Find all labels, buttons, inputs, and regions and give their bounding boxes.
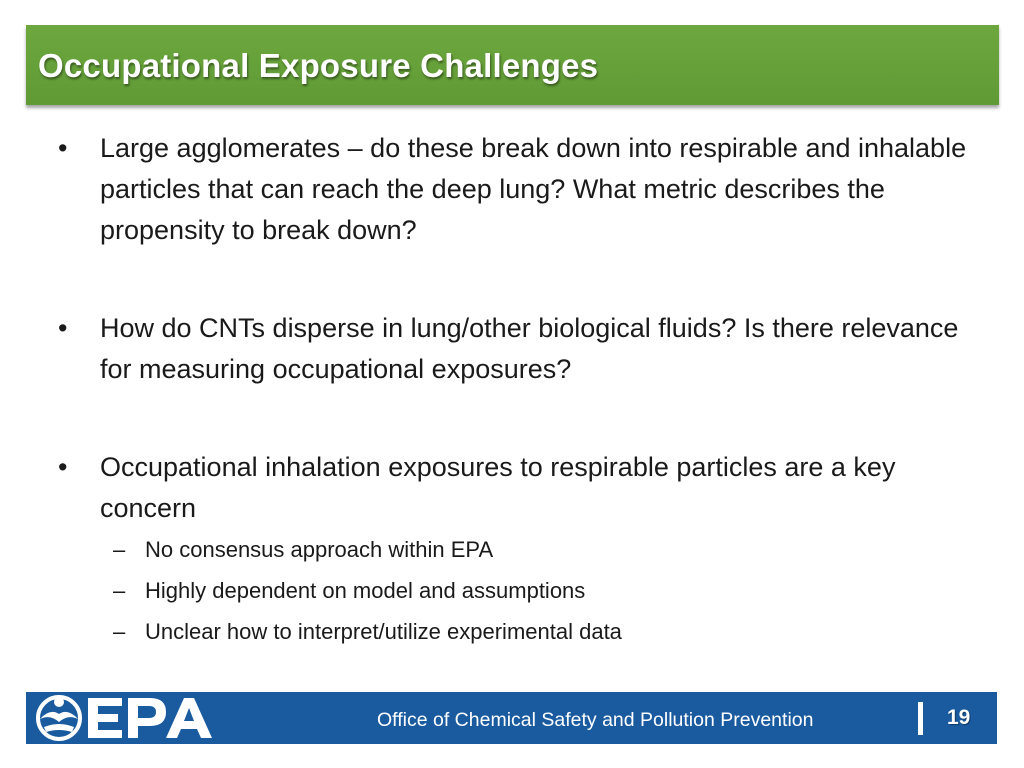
bullet-item — [58, 308, 978, 390]
bullet-text: Large agglomerates – do these break down into respirable and inhalable particles that can reach the deep lung? What metric describes the propensity to break down? — [100, 133, 967, 245]
sub-bullet-text: Highly dependent on model and assumptions — [145, 578, 586, 603]
sub-bullet-glyph: – — [113, 537, 126, 562]
bullet-item — [58, 447, 978, 529]
bullet-text: Occupational inhalation exposures to respirable particles are a key concern — [100, 452, 896, 523]
sub-bullet-item — [113, 570, 978, 611]
bullet-glyph: • — [58, 452, 68, 482]
bullet-text: How do CNTs disperse in lung/other biological fluids? Is there relevance for measuring occupational exposures? — [100, 313, 959, 384]
sub-bullet-text: No consensus approach within EPA — [145, 537, 494, 562]
bullet-glyph: • — [58, 313, 68, 343]
bullet-item — [58, 128, 978, 251]
epa-logo — [26, 692, 226, 744]
slide-title: Occupational Exposure Challenges — [38, 47, 599, 84]
title-bar — [26, 25, 999, 105]
footer-divider — [918, 702, 923, 735]
page-number: 19 — [947, 706, 971, 729]
sub-bullet-text: Unclear how to interpret/utilize experimental data — [145, 619, 622, 644]
sub-bullet-item — [113, 529, 978, 570]
sub-bullet-glyph: – — [113, 578, 126, 603]
bullet-glyph: • — [58, 133, 68, 163]
slide-body — [58, 128, 978, 652]
footer-office-text: Office of Chemical Safety and Pollution Prevention — [377, 709, 814, 731]
sub-bullet-glyph: – — [113, 619, 126, 644]
sub-bullet-item — [113, 611, 978, 652]
footer-bar — [26, 692, 997, 744]
